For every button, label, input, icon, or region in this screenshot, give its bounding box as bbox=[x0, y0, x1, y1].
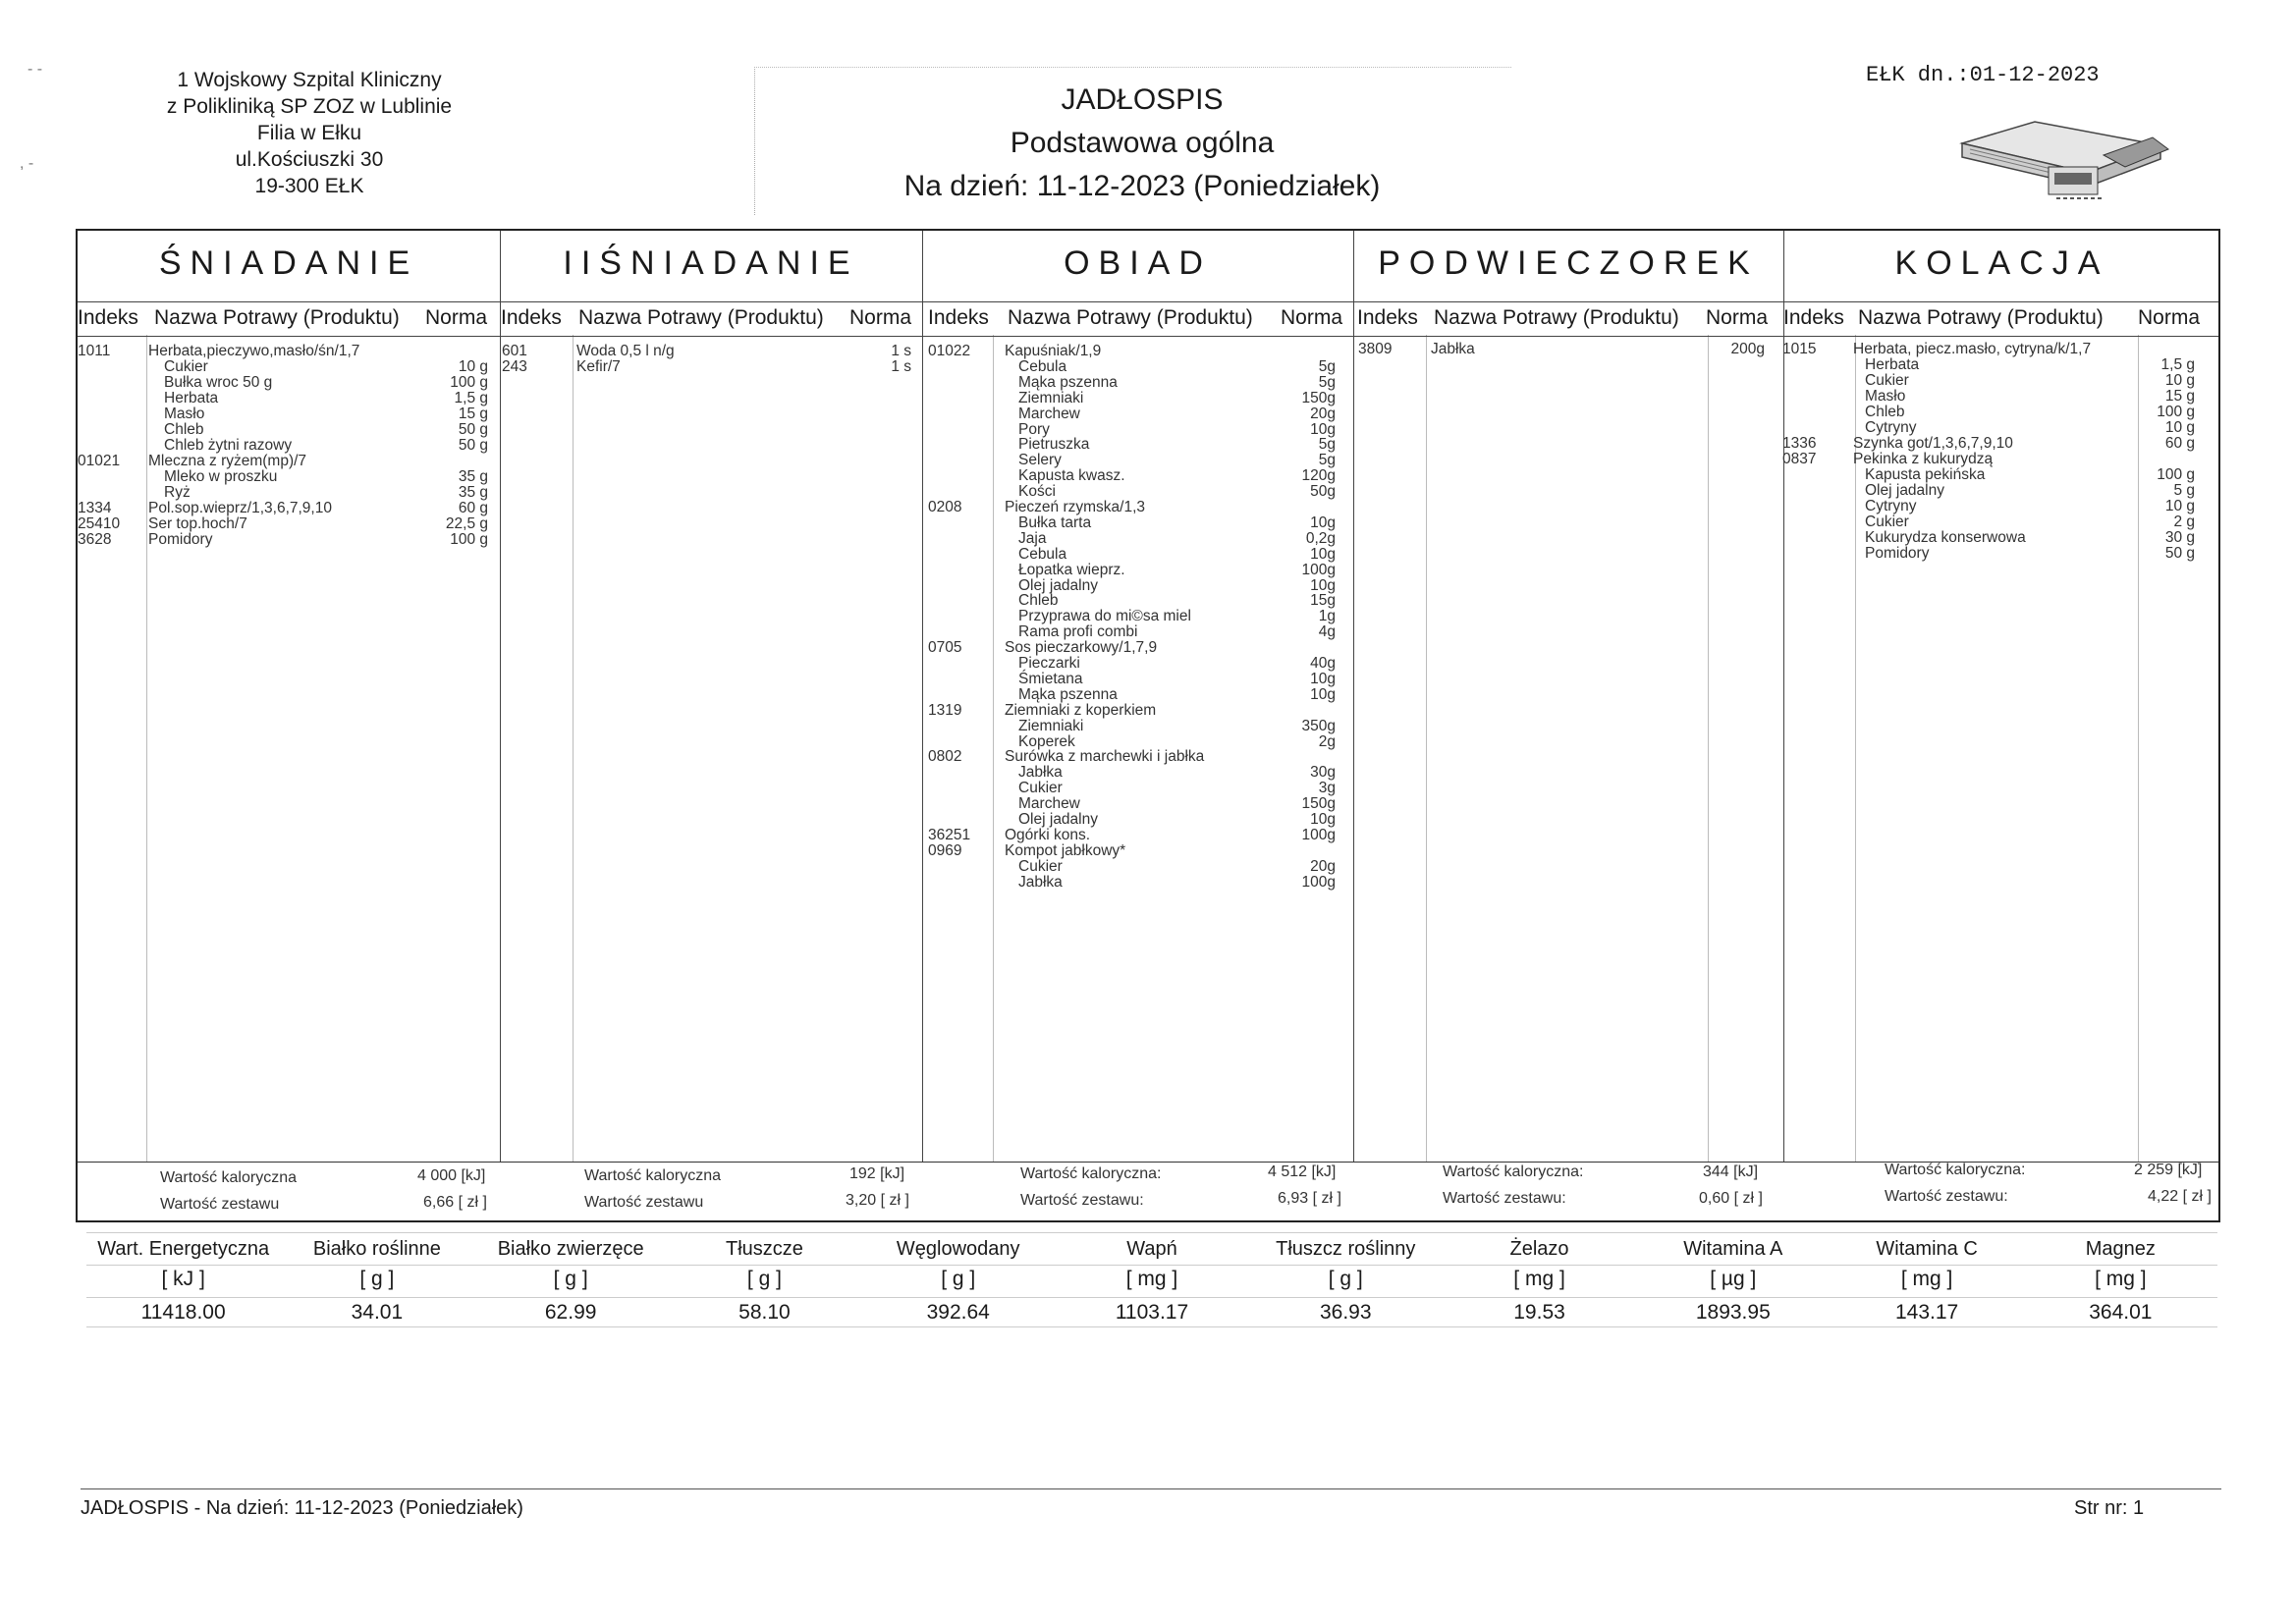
item-index: 1011 bbox=[78, 343, 111, 359]
breakfast-set-label: Wartość zestawu bbox=[160, 1196, 280, 1213]
item-index: 01021 bbox=[78, 453, 121, 469]
item-name: Bułka tarta bbox=[1018, 514, 1092, 531]
column-header-row bbox=[78, 301, 2218, 337]
meal-title-breakfast: ŚNIADANIE bbox=[158, 244, 419, 282]
item-norm: 20g bbox=[1310, 405, 1336, 422]
nutrition-label: Węglowodany bbox=[896, 1238, 1020, 1260]
item-name: Chleb bbox=[164, 421, 204, 438]
item-norm: 50g bbox=[1310, 483, 1336, 501]
item-index: 1319 bbox=[928, 701, 962, 719]
item-norm: 350g bbox=[1301, 717, 1336, 734]
nutrition-label: Wart. Energetyczna bbox=[97, 1238, 270, 1260]
nutrition-unit: [ g ] bbox=[746, 1268, 782, 1290]
item-name: Cukier bbox=[1018, 780, 1063, 797]
second-breakfast-kcal-label: Wartość kaloryczna bbox=[584, 1167, 721, 1184]
title-diet: Podstawowa ogólna bbox=[1010, 127, 1275, 159]
column-divider bbox=[1783, 231, 1784, 1162]
item-norm: 3g bbox=[1318, 780, 1336, 797]
nutrition-label: Białko zwierzęce bbox=[497, 1238, 644, 1260]
item-norm: 30 g bbox=[2164, 529, 2195, 546]
item-norm: 60 g bbox=[458, 500, 488, 516]
item-name: Koperek bbox=[1018, 732, 1075, 750]
nutrition-rule bbox=[86, 1265, 2217, 1266]
item-norm: 10 g bbox=[2164, 419, 2195, 436]
item-norm: 1 s bbox=[891, 343, 911, 359]
hospital-line-3: Filia w Ełku bbox=[256, 122, 362, 144]
col-name-header: Nazwa Potrawy (Produktu) bbox=[1858, 306, 2104, 329]
item-index: 36251 bbox=[928, 826, 971, 843]
nutrition-value: 1103.17 bbox=[1115, 1301, 1189, 1324]
document-title bbox=[754, 79, 1530, 208]
item-name: Olej jadalny bbox=[1018, 576, 1098, 594]
item-name: Sos pieczarkowy/1,7,9 bbox=[1005, 639, 1158, 657]
nutrition-value: 143.17 bbox=[1894, 1301, 1959, 1324]
item-index: 0208 bbox=[928, 499, 962, 515]
item-norm: 1g bbox=[1318, 608, 1336, 625]
item-name: Cukier bbox=[1865, 372, 1909, 389]
col-name-header: Nazwa Potrawy (Produktu) bbox=[578, 306, 824, 329]
page-number: Str nr: 1 bbox=[2074, 1497, 2145, 1519]
item-index: 0802 bbox=[928, 748, 962, 766]
item-norm: 50 g bbox=[2164, 545, 2195, 562]
book-logo-icon bbox=[1956, 116, 2178, 206]
item-norm: 1,5 g bbox=[2160, 356, 2195, 373]
item-index: 1015 bbox=[1782, 341, 1817, 357]
supper-kcal-value: 2 259 [kJ] bbox=[2134, 1162, 2203, 1178]
item-norm: 5g bbox=[1318, 436, 1336, 454]
item-name: Masło bbox=[1865, 388, 1906, 405]
item-name: Marchew bbox=[1018, 405, 1080, 422]
item-name: Olej jadalny bbox=[1865, 482, 1944, 499]
item-norm: 5g bbox=[1318, 373, 1336, 391]
item-name: Kapusta kwasz. bbox=[1018, 467, 1125, 485]
item-name: Ser top.hoch/7 bbox=[148, 515, 247, 532]
nutrition-value: 392.64 bbox=[926, 1301, 990, 1324]
item-name: Mleczna z ryżem(mp)/7 bbox=[148, 453, 307, 469]
item-norm: 10 g bbox=[2164, 498, 2195, 514]
item-norm: 10 g bbox=[2164, 372, 2195, 389]
col-index-header: Indeks bbox=[78, 306, 138, 329]
col-name-header: Nazwa Potrawy (Produktu) bbox=[1008, 306, 1253, 329]
item-norm: 10 g bbox=[458, 358, 488, 375]
item-norm: 35 g bbox=[458, 468, 488, 485]
item-name: Masło bbox=[164, 406, 205, 422]
dinner-set-label: Wartość zestawu: bbox=[1020, 1192, 1144, 1209]
afternoon-kcal-label: Wartość kaloryczna: bbox=[1443, 1163, 1584, 1180]
item-norm: 200g bbox=[1730, 341, 1765, 357]
item-name: Mleko w proszku bbox=[164, 468, 278, 485]
col-norm-header: Norma bbox=[2138, 306, 2201, 329]
meal-title-supper: KOLACJA bbox=[1894, 244, 2109, 282]
nutrition-value: 1893.95 bbox=[1695, 1301, 1771, 1324]
item-name: Pomidory bbox=[1865, 545, 1930, 562]
nutrition-label: Witamina C bbox=[1876, 1238, 1978, 1260]
item-index: 0705 bbox=[928, 639, 962, 657]
item-name: Cytryny bbox=[1865, 419, 1917, 436]
item-norm: 2 g bbox=[2173, 514, 2195, 530]
item-name: Bułka wroc 50 g bbox=[164, 374, 273, 391]
item-norm: 100 g bbox=[450, 374, 488, 391]
nutrition-rule bbox=[86, 1232, 2217, 1233]
item-name: Pekinka z kukurydzą bbox=[1853, 451, 1994, 467]
item-norm: 100g bbox=[1301, 561, 1336, 578]
nutrition-value: 364.01 bbox=[2089, 1301, 2153, 1324]
nutrition-label: Witamina A bbox=[1683, 1238, 1783, 1260]
nutrition-value: 62.99 bbox=[544, 1301, 597, 1324]
item-index: 1334 bbox=[78, 500, 112, 516]
item-norm: 150g bbox=[1301, 389, 1336, 406]
col-index-header: Indeks bbox=[1783, 306, 1844, 329]
hospital-address bbox=[118, 67, 501, 199]
column-divider bbox=[500, 231, 501, 1162]
item-name: Kompot jabłkowy* bbox=[1005, 841, 1126, 859]
item-norm: 30g bbox=[1310, 764, 1336, 782]
nutrition-value: 11418.00 bbox=[140, 1301, 226, 1324]
nutrition-rule bbox=[86, 1326, 2217, 1327]
nutrition-label: Tłuszcze bbox=[725, 1238, 803, 1260]
item-name: Chleb żytni razowy bbox=[164, 437, 293, 454]
second-breakfast-set-label: Wartość zestawu bbox=[584, 1194, 704, 1211]
item-name: Rama profi combi bbox=[1018, 623, 1138, 641]
hospital-line-4: ul.Kościuszki 30 bbox=[235, 148, 384, 171]
item-norm: 15 g bbox=[2164, 388, 2195, 405]
item-norm: 40g bbox=[1310, 655, 1336, 672]
item-name: Cebula bbox=[1018, 545, 1067, 563]
item-norm: 5g bbox=[1318, 357, 1336, 375]
item-name: Szynka got/1,3,6,7,9,10 bbox=[1853, 435, 2013, 452]
nutrition-unit: [ mg ] bbox=[1125, 1268, 1178, 1290]
nutrition-unit: [ mg ] bbox=[2095, 1268, 2147, 1290]
item-norm: 10g bbox=[1310, 685, 1336, 703]
item-name: Herbata,pieczywo,masło/śn/1,7 bbox=[148, 343, 360, 359]
item-name: Woda 0,5 l n/g bbox=[576, 343, 675, 359]
item-name: Pory bbox=[1018, 420, 1050, 438]
item-name: Pol.sop.wieprz/1,3,6,7,9,10 bbox=[148, 500, 332, 516]
item-norm: 100 g bbox=[2157, 466, 2195, 483]
col-norm-header: Norma bbox=[425, 306, 488, 329]
item-norm: 100g bbox=[1301, 826, 1336, 843]
item-name: Ziemniaki bbox=[1018, 717, 1084, 734]
supper-set-label: Wartość zestawu: bbox=[1885, 1188, 2008, 1205]
item-norm: 10g bbox=[1310, 545, 1336, 563]
nutrition-value: 19.53 bbox=[1513, 1301, 1565, 1324]
hospital-line-2: z Polikliniką SP ZOZ w Lublinie bbox=[166, 95, 453, 118]
item-norm: 2g bbox=[1318, 732, 1336, 750]
nutrition-label: Wapń bbox=[1126, 1238, 1177, 1260]
item-name: Jabłka bbox=[1431, 341, 1475, 357]
afternoon-set-value: 0,60 [ zł ] bbox=[1699, 1190, 1763, 1207]
document-code: EŁK dn.:01-12-2023 bbox=[1866, 63, 2100, 87]
breakfast-kcal-label: Wartość kaloryczna bbox=[160, 1169, 297, 1186]
col-name-header: Nazwa Potrawy (Produktu) bbox=[1434, 306, 1679, 329]
nutrition-label: Magnez bbox=[2085, 1238, 2156, 1260]
nutrition-unit: [ kJ ] bbox=[161, 1268, 205, 1290]
item-index: 01022 bbox=[928, 343, 971, 359]
meal-title-dinner: OBIAD bbox=[1064, 244, 1212, 282]
item-index: 3628 bbox=[78, 531, 112, 548]
item-norm: 35 g bbox=[458, 484, 488, 501]
meal-title-second-breakfast: IIŚNIADANIE bbox=[563, 244, 859, 282]
item-name: Mąka pszenna bbox=[1018, 685, 1118, 703]
item-name: Mąka pszenna bbox=[1018, 373, 1118, 391]
dinner-kcal-label: Wartość kaloryczna: bbox=[1020, 1165, 1162, 1182]
item-name: Ryż bbox=[164, 484, 191, 501]
item-name: Łopatka wieprz. bbox=[1018, 561, 1125, 578]
item-name: Śmietana bbox=[1018, 670, 1083, 687]
menu-table bbox=[76, 229, 2220, 1222]
hospital-line-1: 1 Wojskowy Szpital Kliniczny bbox=[177, 69, 442, 91]
item-name: Kukurydza konserwowa bbox=[1865, 529, 2026, 546]
item-norm: 50 g bbox=[458, 437, 488, 454]
item-norm: 150g bbox=[1301, 795, 1336, 813]
item-norm: 120g bbox=[1301, 467, 1336, 485]
item-name: Pieczeń rzymska/1,3 bbox=[1005, 499, 1145, 515]
item-index: 0969 bbox=[928, 841, 962, 859]
item-norm: 50 g bbox=[458, 421, 488, 438]
supper-set-value: 4,22 [ zł ] bbox=[2148, 1188, 2212, 1205]
item-name: Cebula bbox=[1018, 357, 1067, 375]
supper-kcal-label: Wartość kaloryczna: bbox=[1885, 1162, 2026, 1178]
col-index-header: Indeks bbox=[1357, 306, 1418, 329]
dinner-kcal-value: 4 512 [kJ] bbox=[1268, 1163, 1337, 1180]
title-date: Na dzień: 11-12-2023 (Poniedziałek) bbox=[903, 170, 1381, 202]
item-norm: 10g bbox=[1310, 811, 1336, 828]
item-norm: 100 g bbox=[2157, 404, 2195, 420]
breakfast-set-value: 6,66 [ zł ] bbox=[423, 1194, 487, 1211]
item-norm: 15g bbox=[1310, 592, 1336, 610]
item-norm: 5g bbox=[1318, 452, 1336, 469]
nutrition-unit: [ g ] bbox=[359, 1268, 395, 1290]
nutrition-label: Żelazo bbox=[1509, 1238, 1569, 1260]
item-name: Ziemniaki bbox=[1018, 389, 1084, 406]
item-name: Herbata, piecz.masło, cytryna/k/1,7 bbox=[1853, 341, 2092, 357]
item-norm: 10g bbox=[1310, 420, 1336, 438]
item-name: Chleb bbox=[1865, 404, 1905, 420]
item-name: Pieczarki bbox=[1018, 655, 1080, 672]
item-norm: 100 g bbox=[450, 531, 488, 548]
item-name: Kości bbox=[1018, 483, 1056, 501]
second-breakfast-kcal-value: 192 [kJ] bbox=[849, 1165, 905, 1182]
hospital-line-5: 19-300 EŁK bbox=[254, 175, 364, 197]
item-norm: 1,5 g bbox=[454, 390, 488, 406]
item-norm: 60 g bbox=[2164, 435, 2195, 452]
nutrition-value: 58.10 bbox=[738, 1301, 791, 1324]
item-name: Surówka z marchewki i jabłka bbox=[1005, 748, 1205, 766]
item-name: Ogórki kons. bbox=[1005, 826, 1091, 843]
nutrition-label: Białko roślinne bbox=[312, 1238, 441, 1260]
item-norm: 20g bbox=[1310, 857, 1336, 875]
item-norm: 10g bbox=[1310, 514, 1336, 531]
item-norm: 5 g bbox=[2173, 482, 2195, 499]
item-name: Cytryny bbox=[1865, 498, 1917, 514]
nutrition-unit: [ µg ] bbox=[1710, 1268, 1757, 1290]
item-norm: 0,2g bbox=[1305, 529, 1336, 547]
col-norm-header: Norma bbox=[1706, 306, 1769, 329]
meal-title-afternoon: PODWIECZOREK bbox=[1378, 244, 1759, 282]
nutrition-unit: [ mg ] bbox=[1900, 1268, 1953, 1290]
item-name: Pomidory bbox=[148, 531, 213, 548]
item-norm: 100g bbox=[1301, 873, 1336, 891]
col-name-header: Nazwa Potrawy (Produktu) bbox=[154, 306, 400, 329]
item-norm: 10g bbox=[1310, 670, 1336, 687]
item-index: 25410 bbox=[78, 515, 121, 532]
item-name: Cukier bbox=[1018, 857, 1063, 875]
title-main: JADŁOSPIS bbox=[1061, 83, 1224, 116]
item-name: Marchew bbox=[1018, 795, 1080, 813]
nutrition-value: 34.01 bbox=[351, 1301, 404, 1324]
nutrition-unit: [ g ] bbox=[1328, 1268, 1363, 1290]
item-norm: 4g bbox=[1318, 623, 1336, 641]
item-norm: 15 g bbox=[458, 406, 488, 422]
col-index-header: Indeks bbox=[501, 306, 562, 329]
item-name: Olej jadalny bbox=[1018, 811, 1098, 828]
item-name: Chleb bbox=[1018, 592, 1059, 610]
breakfast-kcal-value: 4 000 [kJ] bbox=[417, 1167, 486, 1184]
second-breakfast-set-value: 3,20 [ zł ] bbox=[846, 1192, 909, 1209]
item-norm: 22,5 g bbox=[445, 515, 488, 532]
afternoon-set-label: Wartość zestawu: bbox=[1443, 1190, 1566, 1207]
nutrition-rule bbox=[86, 1297, 2217, 1298]
item-norm: 1 s bbox=[891, 358, 911, 375]
nutrition-unit: [ mg ] bbox=[1513, 1268, 1565, 1290]
item-name: Kefir/7 bbox=[576, 358, 621, 375]
item-index: 3809 bbox=[1358, 341, 1393, 357]
item-index: 601 bbox=[502, 343, 527, 359]
nutrition-label: Tłuszcz roślinny bbox=[1276, 1238, 1416, 1260]
column-divider bbox=[1353, 231, 1354, 1162]
item-name: Kapuśniak/1,9 bbox=[1005, 343, 1102, 359]
item-name: Jaja bbox=[1018, 529, 1047, 547]
col-index-header: Indeks bbox=[928, 306, 989, 329]
item-name: Herbata bbox=[164, 390, 219, 406]
item-name: Przyprawa do mi©sa miel bbox=[1018, 608, 1191, 625]
column-divider bbox=[922, 231, 923, 1162]
item-index: 1336 bbox=[1782, 435, 1817, 452]
item-index: 243 bbox=[502, 358, 527, 375]
footer-rule bbox=[81, 1488, 2221, 1489]
item-name: Pietruszka bbox=[1018, 436, 1090, 454]
item-name: Jabłka bbox=[1018, 764, 1063, 782]
item-name: Kapusta pekińska bbox=[1865, 466, 1986, 483]
item-norm: 10g bbox=[1310, 576, 1336, 594]
col-norm-header: Norma bbox=[1281, 306, 1343, 329]
item-name: Herbata bbox=[1865, 356, 1920, 373]
item-name: Jabłka bbox=[1018, 873, 1063, 891]
col-norm-header: Norma bbox=[849, 306, 912, 329]
nutrition-unit: [ g ] bbox=[553, 1268, 588, 1290]
afternoon-kcal-value: 344 [kJ] bbox=[1703, 1163, 1759, 1180]
item-name: Ziemniaki z koperkiem bbox=[1005, 701, 1157, 719]
item-index: 0837 bbox=[1782, 451, 1817, 467]
dinner-set-value: 6,93 [ zł ] bbox=[1278, 1190, 1341, 1207]
item-name: Cukier bbox=[164, 358, 208, 375]
nutrition-value: 36.93 bbox=[1319, 1301, 1372, 1324]
nutrition-unit: [ g ] bbox=[941, 1268, 976, 1290]
footer-text: JADŁOSPIS - Na dzień: 11-12-2023 (Poniedziałek) bbox=[81, 1497, 523, 1519]
item-name: Cukier bbox=[1865, 514, 1909, 530]
item-name: Selery bbox=[1018, 452, 1062, 469]
